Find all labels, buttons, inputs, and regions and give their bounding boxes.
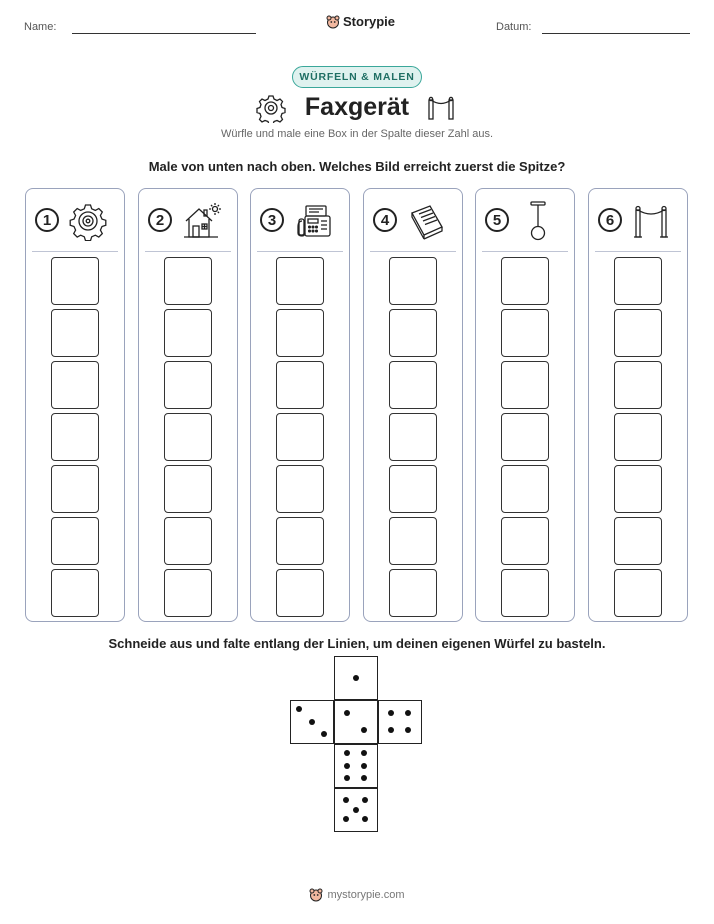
die-face <box>334 656 378 700</box>
gear-title-icon <box>256 93 286 123</box>
barrier-title-icon <box>426 95 456 121</box>
die-pip <box>361 775 367 781</box>
color-box[interactable] <box>164 465 212 513</box>
book-icon <box>406 201 446 241</box>
date-label: Datum: <box>496 21 532 33</box>
column-divider <box>32 251 118 252</box>
color-box[interactable] <box>276 465 324 513</box>
die-pip <box>362 816 368 822</box>
date-line[interactable] <box>542 33 690 34</box>
footer-url[interactable]: mystorypie.com <box>327 889 405 901</box>
name-label: Name: <box>24 21 57 33</box>
column-4 <box>363 188 463 622</box>
color-box[interactable] <box>389 465 437 513</box>
color-box[interactable] <box>164 569 212 617</box>
color-box[interactable] <box>164 361 212 409</box>
die-pip <box>344 750 350 756</box>
pendulum-icon <box>518 201 558 241</box>
die-pip <box>405 727 411 733</box>
color-box[interactable] <box>51 309 99 357</box>
storypie-logo <box>326 14 395 29</box>
column-6 <box>588 188 688 622</box>
color-box[interactable] <box>389 517 437 565</box>
color-box[interactable] <box>501 465 549 513</box>
color-box[interactable] <box>501 517 549 565</box>
house-icon <box>181 201 221 241</box>
color-box[interactable] <box>501 361 549 409</box>
color-box[interactable] <box>389 569 437 617</box>
color-box[interactable] <box>389 361 437 409</box>
barrier-posts-icon <box>631 201 671 241</box>
color-box[interactable] <box>164 309 212 357</box>
die-face <box>378 700 422 744</box>
color-box[interactable] <box>501 257 549 305</box>
color-box[interactable] <box>501 413 549 461</box>
column-number: 4 <box>373 208 397 232</box>
color-box[interactable] <box>614 309 662 357</box>
die-pip <box>343 816 349 822</box>
column-number: 5 <box>485 208 509 232</box>
die-face <box>334 700 378 744</box>
color-box[interactable] <box>389 257 437 305</box>
die-face <box>334 788 378 832</box>
die-net <box>290 656 424 834</box>
die-face <box>334 744 378 788</box>
die-pip <box>361 750 367 756</box>
color-box[interactable] <box>51 413 99 461</box>
die-instruction: Schneide aus und falte entlang der Linien, um deinen eigenen Würfel zu basteln. <box>108 636 606 651</box>
subtitle: Würfle und male eine Box in der Spalte dieser Zahl aus. <box>220 128 494 140</box>
color-box[interactable] <box>389 413 437 461</box>
color-box[interactable] <box>51 257 99 305</box>
color-box[interactable] <box>276 517 324 565</box>
color-box[interactable] <box>276 361 324 409</box>
color-box[interactable] <box>51 569 99 617</box>
column-2 <box>138 188 238 622</box>
color-box[interactable] <box>164 257 212 305</box>
color-box[interactable] <box>276 309 324 357</box>
die-pip <box>362 797 368 803</box>
color-box[interactable] <box>501 569 549 617</box>
page-title: Faxgerät <box>304 93 410 121</box>
column-1 <box>25 188 125 622</box>
column-divider <box>145 251 231 252</box>
brand-name: Storypie <box>343 14 396 29</box>
column-3 <box>250 188 350 622</box>
fax-machine-icon <box>293 201 333 241</box>
footer <box>0 888 714 902</box>
storypie-mascot-icon <box>309 888 323 902</box>
die-pip <box>309 719 315 725</box>
column-divider <box>370 251 456 252</box>
activity-badge: WÜRFELN & MALEN <box>292 66 422 88</box>
die-pip <box>321 731 327 737</box>
die-pip <box>296 706 302 712</box>
column-divider <box>257 251 343 252</box>
die-pip <box>343 797 349 803</box>
color-box[interactable] <box>614 517 662 565</box>
color-box[interactable] <box>164 413 212 461</box>
column-number: 3 <box>260 208 284 232</box>
main-instruction: Male von unten nach oben. Welches Bild erreicht zuerst die Spitze? <box>148 159 566 174</box>
color-box[interactable] <box>614 569 662 617</box>
column-divider <box>595 251 681 252</box>
color-box[interactable] <box>389 309 437 357</box>
color-box[interactable] <box>276 569 324 617</box>
die-pip <box>344 710 350 716</box>
die-pip <box>344 763 350 769</box>
color-box[interactable] <box>51 361 99 409</box>
color-box[interactable] <box>614 465 662 513</box>
column-5 <box>475 188 575 622</box>
column-number: 6 <box>598 208 622 232</box>
color-box[interactable] <box>501 309 549 357</box>
column-number: 1 <box>35 208 59 232</box>
die-pip <box>388 710 394 716</box>
color-box[interactable] <box>276 413 324 461</box>
die-pip <box>344 775 350 781</box>
column-number: 2 <box>148 208 172 232</box>
color-box[interactable] <box>51 517 99 565</box>
color-box[interactable] <box>51 465 99 513</box>
die-pip <box>405 710 411 716</box>
die-pip <box>353 807 359 813</box>
storypie-mascot-icon <box>326 15 340 29</box>
die-face <box>290 700 334 744</box>
color-box[interactable] <box>614 257 662 305</box>
die-pip <box>388 727 394 733</box>
name-line[interactable] <box>72 33 256 34</box>
color-box[interactable] <box>614 413 662 461</box>
column-divider <box>482 251 568 252</box>
color-box[interactable] <box>276 257 324 305</box>
gear-icon <box>68 201 108 241</box>
color-box[interactable] <box>614 361 662 409</box>
color-box[interactable] <box>164 517 212 565</box>
die-pip <box>353 675 359 681</box>
die-pip <box>361 763 367 769</box>
die-pip <box>361 727 367 733</box>
